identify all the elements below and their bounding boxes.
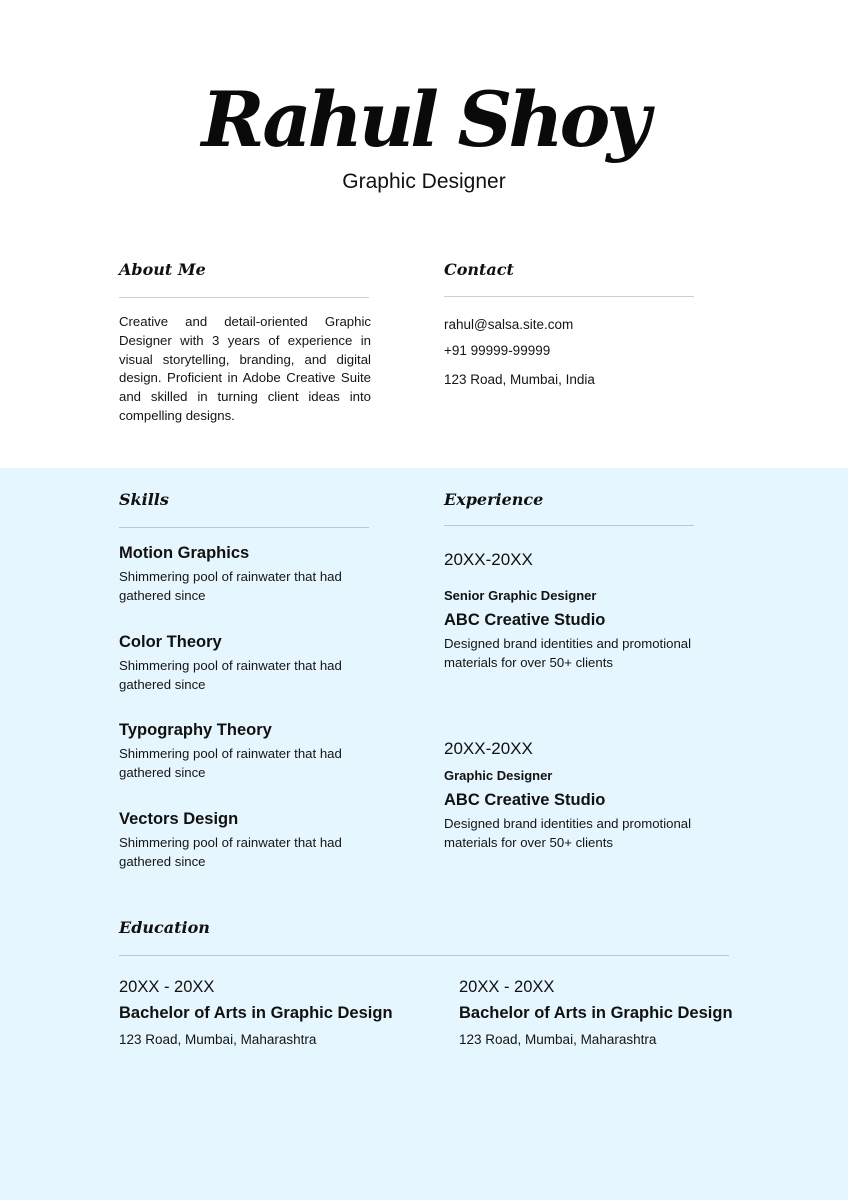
experience-role: Graphic Designer [444,768,553,783]
experience-period: 20XX-20XX [444,550,533,569]
about-heading: About Me [119,260,206,279]
skill-title: Motion Graphics [119,544,250,562]
experience-role: Senior Graphic Designer [444,588,597,603]
resume-role: Graphic Designer [342,170,506,193]
skill-desc: Shimmering pool of rainwater that had gathered since [119,746,342,780]
skill-title: Vectors Design [119,810,239,828]
skill-desc: Shimmering pool of rainwater that had gathered since [119,658,342,692]
skill-desc: Shimmering pool of rainwater that had gathered since [119,835,342,869]
experience-period: 20XX-20XX [444,739,533,758]
education-degree: Bachelor of Arts in Graphic Design [119,1004,393,1022]
experience-divider [444,525,694,526]
contact-divider [444,296,694,297]
experience-desc: Designed brand identities and promotional materials for over 50+ clients [444,816,692,850]
contact-heading: Contact [444,260,514,279]
education-period: 20XX - 20XX [459,978,555,996]
education-place: 123 Road, Mumbai, Maharashtra [459,1032,657,1047]
education-divider [119,955,729,956]
experience-heading: Experience [444,490,544,509]
education-place: 123 Road, Mumbai, Maharashtra [119,1032,317,1047]
skill-desc: Shimmering pool of rainwater that had gathered since [119,569,342,603]
skill-title: Color Theory [119,633,222,651]
skills-divider [119,527,369,528]
experience-desc: Designed brand identities and promotional materials for over 50+ clients [444,636,692,670]
contact-phone[interactable]: +91 99999-99999 [444,343,551,358]
about-divider [119,297,369,298]
contact-email[interactable]: rahul@salsa.site.com [444,317,574,332]
resume-name: Rahul Shoy [201,75,647,164]
contact-address: 123 Road, Mumbai, India [444,372,595,387]
education-heading: Education [119,918,210,937]
experience-company: ABC Creative Studio [444,611,606,629]
skill-title: Typography Theory [119,721,272,739]
skills-heading: Skills [119,490,169,509]
education-period: 20XX - 20XX [119,978,215,996]
education-degree: Bachelor of Arts in Graphic Design [459,1004,733,1022]
experience-company: ABC Creative Studio [444,791,606,809]
about-text: Creative and detail-oriented Graphic Designer with 3 years of experience in visual storytelling, branding, and digital design. Proficient in Adobe Creative Suite and skilled in turning client ideas into compelling designs. [119,314,371,423]
